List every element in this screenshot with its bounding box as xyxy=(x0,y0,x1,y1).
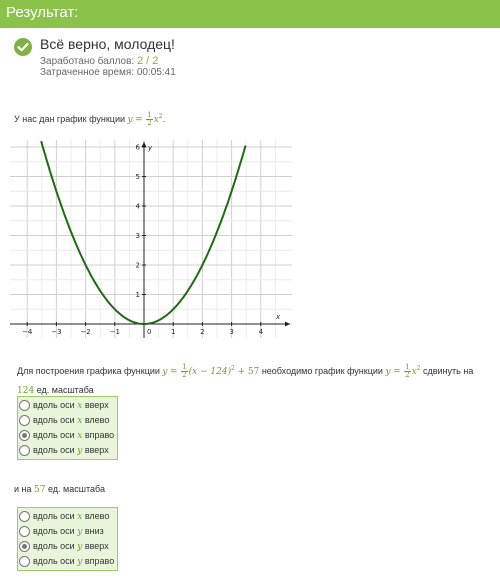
x-tick-label: 1 xyxy=(170,328,176,336)
question2-equals: = xyxy=(393,366,401,377)
check-circle-icon xyxy=(14,38,32,56)
question-label-2: необходимо график функции xyxy=(261,365,383,376)
question-label-4: ед. масштаба xyxy=(36,385,94,395)
graph-axes xyxy=(10,142,290,338)
option-prefix: вдоль оси xyxy=(33,430,75,440)
result-header xyxy=(0,0,500,28)
radio-button-selected[interactable] xyxy=(19,430,30,441)
y-axis-label: y xyxy=(148,144,153,152)
answer-option-2-4[interactable] xyxy=(19,554,114,569)
x-tick-label: 2 xyxy=(200,328,205,336)
answer-group-1 xyxy=(17,396,118,460)
and-text xyxy=(14,484,105,495)
question-var-y: y xyxy=(162,366,168,377)
question-shift: (x − 124) xyxy=(188,366,232,377)
intro-text xyxy=(14,112,165,127)
radio-button-selected[interactable] xyxy=(19,541,30,552)
option-axis: y xyxy=(77,446,83,456)
answer-option-2-2[interactable] xyxy=(19,524,114,539)
score-label: Заработано баллов: xyxy=(40,56,135,67)
option-direction: вверх xyxy=(84,445,109,455)
intro-power: 2 xyxy=(158,112,163,120)
answer-option-1-4[interactable] xyxy=(19,443,114,458)
intro-frac-den: 2 xyxy=(147,119,152,127)
x-tick-label: 4 xyxy=(258,328,264,336)
graph-ticks xyxy=(22,144,281,337)
question-frac-num: 1 xyxy=(182,363,187,371)
question-plus: + 57 xyxy=(237,366,260,377)
radio-button[interactable] xyxy=(19,445,30,456)
question2-fraction xyxy=(404,364,410,379)
option-direction: вверх xyxy=(84,400,109,410)
question-label-1: Для построения графика функции xyxy=(17,365,160,376)
time-line xyxy=(40,67,176,78)
parabola-curve xyxy=(41,141,245,324)
option-direction: влево xyxy=(84,415,110,425)
answer-group-2 xyxy=(17,507,118,571)
question-amount: 124 xyxy=(17,386,35,396)
x-tick-label: −1 xyxy=(109,328,120,336)
option-axis: x xyxy=(77,512,83,522)
question-power: 2 xyxy=(231,364,235,372)
option-prefix: вдоль оси xyxy=(33,415,75,425)
question-label-3: сдвинуть на xyxy=(423,365,474,376)
option-prefix: вдоль оси xyxy=(33,526,75,536)
option-direction: влево xyxy=(84,511,110,521)
y-axis-arrow xyxy=(142,142,147,147)
option-prefix: вдоль оси xyxy=(33,400,75,410)
score-value: 2 / 2 xyxy=(136,55,159,67)
question2-frac-den: 2 xyxy=(405,371,410,379)
option-axis: y xyxy=(77,557,83,567)
option-direction: вправо xyxy=(84,430,115,440)
result-title: Всё верно, молодец! xyxy=(40,36,175,52)
answer-option-2-1[interactable] xyxy=(19,509,114,524)
x-axis-label: x xyxy=(276,313,281,321)
and-amount: 57 xyxy=(34,485,46,495)
intro-var-y: y xyxy=(127,114,133,125)
parabola-graph xyxy=(10,138,292,338)
question-fraction xyxy=(181,364,187,379)
intro-label: У нас дан график функции xyxy=(14,113,126,124)
y-tick-label: 2 xyxy=(135,261,140,270)
radio-button[interactable] xyxy=(19,526,30,537)
time-label: Затраченное время: xyxy=(40,67,135,78)
question-equals: = xyxy=(170,366,178,377)
x-axis-arrow xyxy=(285,322,290,327)
option-axis: y xyxy=(77,542,83,552)
y-tick-label: 4 xyxy=(135,202,140,211)
option-axis: x xyxy=(77,401,83,411)
option-prefix: вдоль оси xyxy=(33,445,75,455)
option-axis: y xyxy=(77,527,83,537)
intro-dot: . xyxy=(162,113,166,124)
y-tick-label: 3 xyxy=(135,232,140,240)
option-axis: x xyxy=(77,431,83,441)
intro-var-x: x xyxy=(153,114,159,125)
x-tick-label: 3 xyxy=(229,328,234,336)
answer-option-1-3[interactable] xyxy=(19,428,114,443)
graph-grid xyxy=(10,140,292,338)
intro-fraction xyxy=(146,112,152,127)
question2-var-y: y xyxy=(385,366,391,377)
answer-option-1-1[interactable] xyxy=(19,398,114,413)
and-label: и на xyxy=(14,484,32,494)
y-tick-label: 5 xyxy=(135,173,140,181)
option-prefix: вдоль оси xyxy=(33,541,75,551)
y-tick-label: 1 xyxy=(135,291,140,299)
x-tick-label: −3 xyxy=(51,328,62,336)
question-frac-den: 2 xyxy=(182,371,187,379)
option-direction: вниз xyxy=(84,526,104,536)
option-prefix: вдоль оси xyxy=(33,511,75,521)
radio-button[interactable] xyxy=(19,400,30,411)
time-value: 00:05:41 xyxy=(136,67,176,78)
question-text xyxy=(17,364,473,379)
question2-power: 2 xyxy=(416,364,421,372)
x-tick-label: 0 xyxy=(147,328,152,336)
radio-button[interactable] xyxy=(19,511,30,522)
intro-equals: = xyxy=(135,114,143,125)
header-title: Результат: xyxy=(6,4,79,21)
y-tick-label: 6 xyxy=(135,143,140,152)
and-unit: ед. масштаба xyxy=(48,484,105,494)
intro-frac-num: 1 xyxy=(147,111,152,119)
answer-option-2-3[interactable] xyxy=(19,539,114,554)
x-tick-label: −4 xyxy=(22,328,33,336)
answer-option-1-2[interactable] xyxy=(19,413,114,428)
option-axis: x xyxy=(77,416,83,426)
option-direction: вверх xyxy=(84,541,109,551)
radio-button[interactable] xyxy=(19,556,30,567)
radio-button[interactable] xyxy=(19,415,30,426)
question2-frac-num: 1 xyxy=(405,363,410,371)
question2-var-x: x xyxy=(411,366,417,377)
score-line xyxy=(40,55,158,67)
x-tick-label: −2 xyxy=(80,328,91,336)
question-text-line2 xyxy=(17,385,94,396)
option-direction: вправо xyxy=(84,556,115,566)
option-prefix: вдоль оси xyxy=(33,556,75,566)
